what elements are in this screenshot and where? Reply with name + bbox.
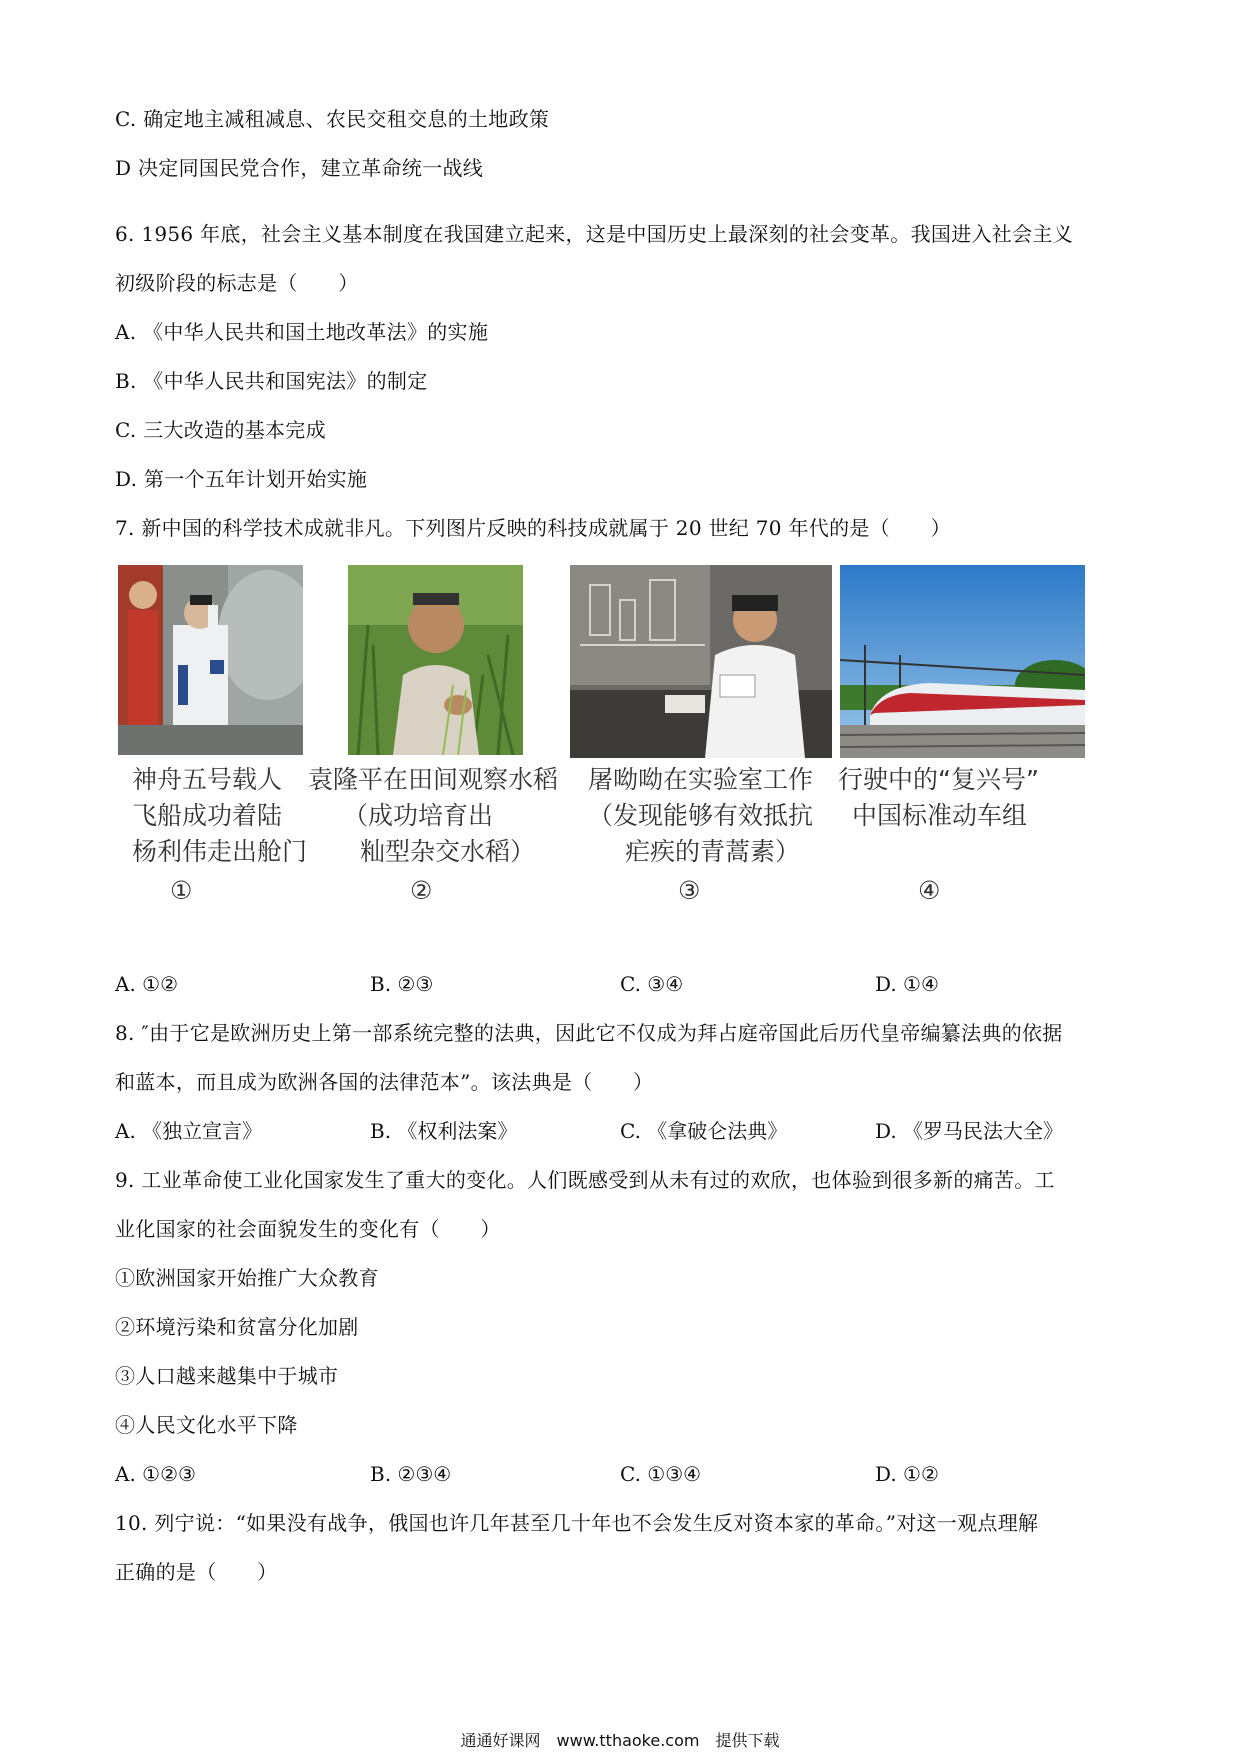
q9-option-a: A. ①②③ (115, 1462, 196, 1486)
q5-option-c: C. 确定地主减租减息、农民交租交息的土地政策 (115, 107, 550, 131)
q9-item-2: ②环境污染和贫富分化加剧 (115, 1315, 359, 1339)
q9-item-3: ③人口越来越集中于城市 (115, 1364, 339, 1388)
caption-3-line1: 屠呦呦在实验室工作 (588, 765, 814, 794)
q8-option-c: C. 《拿破仑法典》 (620, 1119, 788, 1143)
q8-stem-line1: 8. ″由于它是欧洲历史上第一部系统完整的法典，因此它不仅成为拜占庭帝国此后历代皇帝编纂法典的依据 (115, 1021, 1063, 1045)
q7-option-c: C. ③④ (620, 972, 684, 996)
caption-2-line1: 袁隆平在田间观察水稻 (308, 765, 559, 794)
q7-option-d: D. ①④ (875, 972, 939, 996)
caption-4-line2: 中国标准动车组 (852, 801, 1028, 830)
caption-3-number: ③ (678, 876, 701, 905)
q7-option-a: A. ①② (115, 972, 179, 996)
caption-3-line3: 疟疾的青蒿素） (625, 837, 801, 866)
q9-stem-line1: 9. 工业革命使工业化国家发生了重大的变化。人们既感受到从未有过的欢欣，也体验到很多新的痛苦。工 (115, 1168, 1055, 1192)
q9-option-b: B. ②③④ (370, 1462, 452, 1486)
q9-item-1: ①欧洲国家开始推广大众教育 (115, 1266, 379, 1290)
q8-option-d: D. 《罗马民法大全》 (875, 1119, 1064, 1143)
q6-stem-line2: 初级阶段的标志是（ ） (115, 271, 359, 295)
astronaut-photo (118, 565, 303, 755)
q6-option-a: A. 《中华人民共和国土地改革法》的实施 (115, 320, 489, 344)
caption-1-line2: 飞船成功着陆 (132, 801, 283, 830)
fuxing-train-photo (840, 565, 1085, 758)
q5-option-d: D 决定同国民党合作，建立革命统一战线 (115, 156, 484, 180)
caption-4-number: ④ (918, 876, 941, 905)
q9-stem-line2: 业化国家的社会面貌发生的变化有（ ） (115, 1217, 501, 1241)
yuan-longping-photo (348, 565, 523, 755)
q10-stem-line2: 正确的是（ ） (115, 1560, 278, 1584)
caption-1-line1: 神舟五号载人 (132, 765, 283, 794)
caption-2-line3: 籼型杂交水稻） (360, 837, 536, 866)
caption-2-number: ② (410, 876, 433, 905)
q7-stem: 7. 新中国的科学技术成就非凡。下列图片反映的科技成就属于 20 世纪 70 年代的是（ ） (115, 516, 951, 540)
q10-stem-line1: 10. 列宁说：“如果没有战争，俄国也许几年甚至几十年也不会发生反对资本家的革命。”对这一观点理解 (115, 1511, 1039, 1535)
q8-option-b: B. 《权利法案》 (370, 1119, 518, 1143)
caption-3-line2: （发现能够有效抵抗 (588, 801, 814, 830)
q7-option-b: B. ②③ (370, 972, 434, 996)
q9-option-c: C. ①③④ (620, 1462, 702, 1486)
caption-4-line1: 行驶中的“复兴号” (838, 765, 1039, 794)
caption-1-line3: 杨利伟走出舱门 (132, 837, 308, 866)
q6-option-d: D. 第一个五年计划开始实施 (115, 467, 368, 491)
caption-1-number: ① (170, 876, 193, 905)
q8-option-a: A. 《独立宣言》 (115, 1119, 263, 1143)
page-footer: 通通好课网 www.tthaoke.com 提供下载 (460, 1731, 780, 1750)
q9-item-4: ④人民文化水平下降 (115, 1413, 298, 1437)
q6-option-b: B. 《中华人民共和国宪法》的制定 (115, 369, 428, 393)
tu-youyou-photo (570, 565, 832, 758)
q6-option-c: C. 三大改造的基本完成 (115, 418, 326, 442)
q9-option-d: D. ①② (875, 1462, 939, 1486)
q8-stem-line2: 和蓝本，而且成为欧洲各国的法律范本”。该法典是（ ） (115, 1070, 654, 1094)
q6-stem-line1: 6. 1956 年底，社会主义基本制度在我国建立起来，这是中国历史上最深刻的社会变革。我国进入社会主义 (115, 222, 1073, 246)
caption-2-line2: （成功培育出 (343, 801, 494, 830)
